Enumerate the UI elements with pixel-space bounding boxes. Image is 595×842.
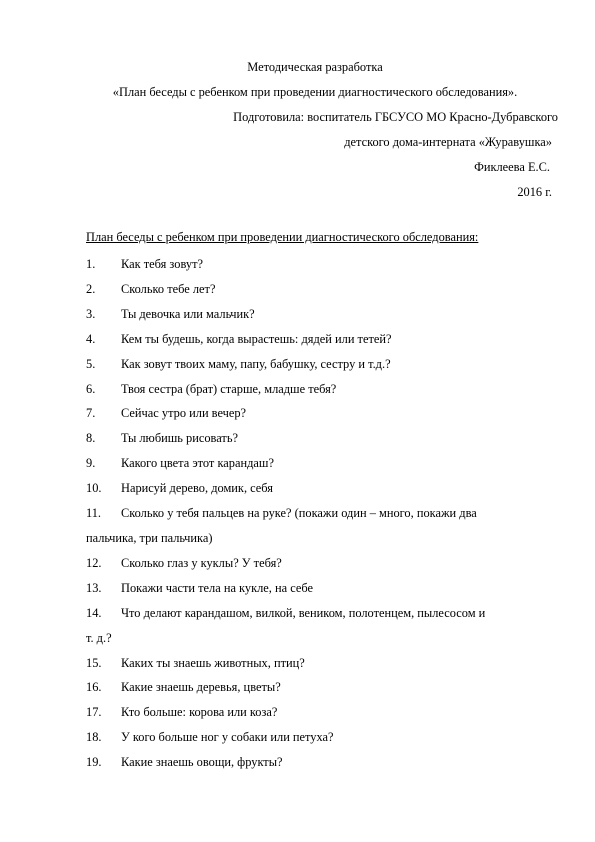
question-text: Каких ты знаешь животных, птиц? <box>121 655 305 670</box>
question-text: У кого больше ног у собаки или петуха? <box>121 730 334 745</box>
question-text: Ты девочка или мальчик? <box>121 306 255 321</box>
question-item <box>86 302 536 327</box>
question-number: 14. <box>86 605 102 620</box>
question-number: 10. <box>86 481 102 496</box>
question-number: 18. <box>86 730 102 745</box>
question-text: Сейчас утро или вечер? <box>121 406 247 421</box>
author-name: Фиклеева Е.С. <box>474 160 550 174</box>
question-number: 17. <box>86 705 102 720</box>
question-item <box>86 700 536 725</box>
question-row <box>86 352 536 377</box>
question-number: 3. <box>86 306 96 321</box>
prepared-by-line: Подготовила: воспитатель ГБСУСО МО Красно-Дубравского <box>233 110 558 124</box>
question-item <box>86 551 536 576</box>
question-row <box>86 601 536 626</box>
question-row <box>86 501 536 526</box>
question-text: Сколько тебе лет? <box>121 281 216 296</box>
question-number: 15. <box>86 655 102 670</box>
question-number: 5. <box>86 356 96 371</box>
question-number: 7. <box>86 406 96 421</box>
question-number: 4. <box>86 331 96 346</box>
question-text: Какие знаешь овощи, фрукты? <box>121 755 283 770</box>
question-item <box>86 426 536 451</box>
question-item <box>86 377 536 402</box>
question-row <box>86 426 536 451</box>
question-text: Сколько глаз у куклы? У тебя? <box>121 555 282 570</box>
question-item <box>86 252 536 277</box>
question-number: 12. <box>86 555 102 570</box>
question-number: 9. <box>86 456 96 471</box>
question-text: Покажи части тела на кукле, на себе <box>121 580 314 595</box>
question-text: Какого цвета этот карандаш? <box>121 456 274 471</box>
question-row <box>86 750 536 775</box>
question-row <box>86 277 536 302</box>
question-text: Нарисуй дерево, домик, себя <box>121 481 273 496</box>
question-item <box>86 352 536 377</box>
question-row <box>86 401 536 426</box>
question-item <box>86 651 536 676</box>
question-number: 11. <box>86 506 102 521</box>
question-row <box>86 302 536 327</box>
question-item <box>86 327 536 352</box>
institution-line: детского дома-интерната «Журавушка» <box>344 135 552 149</box>
question-row <box>86 327 536 352</box>
question-text: Кем ты будешь, когда вырастешь: дядей или тетей? <box>121 331 392 346</box>
question-row <box>86 725 536 750</box>
question-item <box>86 501 536 551</box>
question-text: Сколько у тебя пальцев на руке? (покажи один – много, покажи два <box>121 506 477 521</box>
question-number: 16. <box>86 680 102 695</box>
question-item <box>86 576 536 601</box>
question-text: Как тебя зовут? <box>121 257 203 271</box>
question-row <box>86 675 536 700</box>
question-item <box>86 401 536 426</box>
question-row <box>86 576 536 601</box>
question-item <box>86 277 536 302</box>
question-text-continuation: т. д.? <box>86 630 112 645</box>
question-row <box>86 651 536 676</box>
question-item <box>86 476 536 501</box>
question-text-continuation: пальчика, три пальчика) <box>86 530 213 545</box>
question-text: Кто больше: корова или коза? <box>121 705 278 720</box>
question-number: 6. <box>86 381 96 396</box>
question-item <box>86 750 536 775</box>
question-row <box>86 551 536 576</box>
question-item <box>86 725 536 750</box>
question-list <box>86 252 536 775</box>
question-row <box>86 377 536 402</box>
doc-type-heading: Методическая разработка <box>247 60 383 74</box>
question-text: Как зовут твоих маму, папу, бабушку, сестру и т.д.? <box>121 356 391 371</box>
plan-title: План беседы с ребенком при проведении диагностического обследования: <box>86 230 479 244</box>
question-item <box>86 675 536 700</box>
question-number: 1. <box>86 257 96 271</box>
year: 2016 г. <box>517 185 552 199</box>
question-row <box>86 700 536 725</box>
question-item <box>86 601 536 651</box>
question-text: Какие знаешь деревья, цветы? <box>121 680 281 695</box>
question-row <box>86 252 536 277</box>
question-text: Твоя сестра (брат) старше, младше тебя? <box>121 381 337 396</box>
question-text: Ты любишь рисовать? <box>121 431 238 446</box>
question-item <box>86 451 536 476</box>
question-number: 13. <box>86 580 102 595</box>
question-text: Что делают карандашом, вилкой, веником, полотенцем, пылесосом и <box>121 605 486 620</box>
question-number: 19. <box>86 755 102 770</box>
question-number: 8. <box>86 431 96 446</box>
question-row <box>86 476 536 501</box>
question-row <box>86 451 536 476</box>
doc-title-quote: «План беседы с ребенком при проведении диагностического обследования». <box>112 85 518 99</box>
question-number: 2. <box>86 281 96 296</box>
